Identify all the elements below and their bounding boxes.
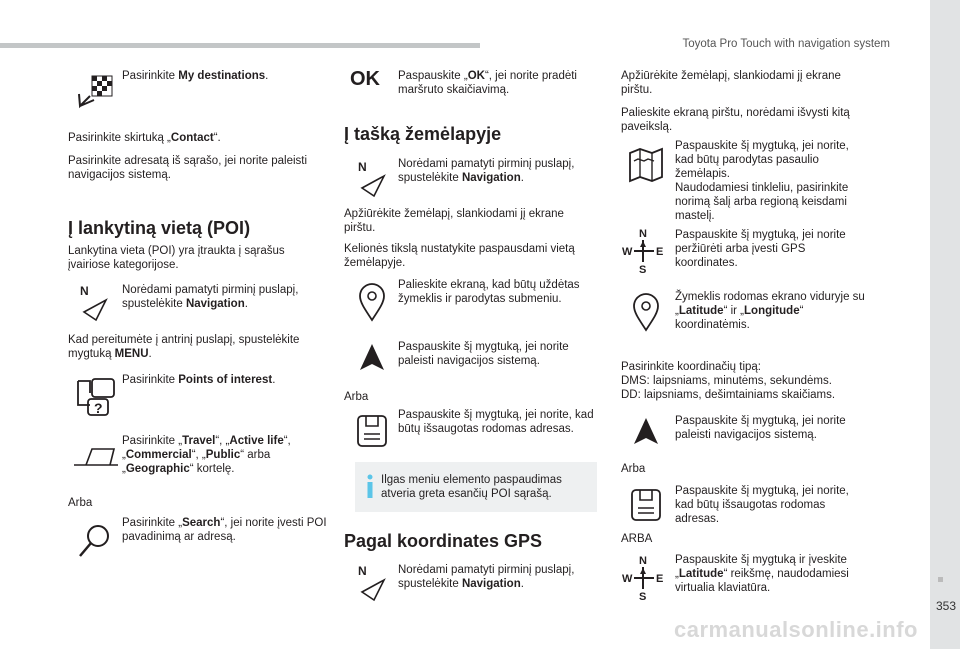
- step-navigation: Norėdami pamatyti pirminį puslapį, spustelėkite Navigation.: [122, 284, 299, 310]
- navigation-arrow-icon: [350, 562, 394, 602]
- step-start-navigation-2: Paspauskite šį mygtuką, jei norite paleisti navigacijos sistemą.: [675, 415, 846, 441]
- page-number: 353: [935, 599, 956, 613]
- step-select-contact: Pasirinkite adresatą iš sąrašo, jei norite paleisti navigacijos sistemą.: [68, 155, 308, 181]
- step-enter-latitude: Paspauskite šį mygtuką ir įveskite „Latitude“ reikšmę, naudodamiesi virtualia klaviatūra.: [675, 554, 849, 594]
- coordinate-type-line: Pasirinkite koordinačių tipą:: [621, 361, 761, 373]
- compass-n: N: [639, 555, 647, 567]
- map-pin-icon: [350, 282, 394, 322]
- compass-gps-icon: [622, 552, 666, 602]
- search-icon: [74, 520, 118, 560]
- map-scroll-text: Apžiūrėkite žemėlapį, slankiodami jį ekrane pirštu.: [344, 208, 564, 234]
- step-gps-coordinates: Paspauskite šį mygtuką, jei norite peržiūrėti arba įvesti GPS koordinates.: [675, 229, 846, 269]
- info-icon: [365, 474, 375, 498]
- compass-e: E: [656, 246, 664, 258]
- step-points-of-interest: Pasirinkite Points of interest.: [122, 374, 276, 386]
- marker-latlong-text: Žymeklis rodomas ekrano viduryje su „Latitude“ ir „Longitude“ koordinatėmis.: [675, 291, 865, 331]
- map-destination-text: Kelionės tikslą nustatykite paspausdami vietą žemėlapyje.: [344, 243, 575, 269]
- alt-or-label: Arba: [344, 391, 369, 403]
- heading-gps: Pagal koordinates GPS: [344, 531, 543, 551]
- svg-text:?: ?: [94, 400, 103, 416]
- step-navigation-map: Norėdami pamatyti pirminį puslapį, spustelėkite Navigation.: [398, 158, 575, 184]
- map-scroll-text-2: Apžiūrėkite žemėlapį, slankiodami jį ekrane pirštu.: [621, 70, 841, 96]
- save-address-icon: [350, 412, 394, 452]
- save-address-icon: [624, 486, 668, 526]
- compass-n: N: [639, 228, 647, 240]
- compass-e: E: [656, 573, 664, 585]
- navigation-arrow-icon: [350, 158, 394, 198]
- step-save-address: Paspauskite šį mygtuką, jei norite, kad būtų išsaugotas rodomas adresas.: [398, 409, 594, 435]
- step-start-navigation: Paspauskite šį mygtuką, jei norite paleisti navigacijos sistemą.: [398, 341, 569, 367]
- step-place-marker: Palieskite ekraną, kad būtų uždėtas žymeklis ir parodytas submeniu.: [398, 279, 580, 305]
- heading-poi: Į lankytiną vietą (POI): [68, 218, 251, 238]
- map-swipe-text: Palieskite ekraną pirštu, norėdami išvysti kitą paveikslą.: [621, 107, 850, 133]
- step-search: Pasirinkite „Search“, jei norite įvesti POI pavadinimą ar adresą.: [122, 517, 327, 543]
- compass-w: W: [622, 573, 633, 585]
- step-save-address-2: Paspauskite šį mygtuką, jei norite, kad būtų išsaugotas rodomas adresas.: [675, 485, 849, 525]
- compass-s: S: [639, 591, 647, 602]
- page-continue-marker: [938, 577, 943, 582]
- world-map-icon: [624, 145, 668, 185]
- map-pin-icon: [624, 292, 668, 332]
- poi-intro: Lankytina vieta (POI) yra įtraukta į sąrašus įvairiose kategorijose.: [68, 245, 285, 271]
- info-note-text: Ilgas meniu elemento paspaudimas atveria greta esančių POI sąrašą.: [381, 474, 562, 500]
- poi-menu-icon: [74, 373, 118, 417]
- watermark: carmanualsonline.info: [674, 617, 918, 642]
- ok-icon: OK: [350, 68, 380, 90]
- compass-w: W: [622, 246, 633, 258]
- coordinate-type-text: [621, 360, 871, 402]
- svg-text:N: N: [358, 160, 367, 174]
- svg-text:N: N: [358, 564, 367, 578]
- navigation-arrow-icon: [72, 282, 116, 322]
- start-navigation-icon: [350, 338, 394, 378]
- category-tab-icon: [72, 445, 120, 467]
- compass-s: S: [639, 264, 647, 275]
- alt-or-label-caps: ARBA: [621, 533, 653, 545]
- heading-map-point: Į tašką žemėlapyje: [344, 124, 502, 144]
- alt-or-label: Arba: [621, 463, 646, 475]
- step-ok: Paspauskite „OK“, jei norite pradėti maršruto skaičiavimą.: [398, 70, 577, 96]
- step-contact-tab: Pasirinkite skirtuką „Contact“.: [68, 132, 221, 144]
- step-category: Pasirinkite „Travel“, „Active life“, „Commercial“, „Public“ arba „Geographic“ kortelę.: [122, 435, 291, 475]
- header-rule: [0, 43, 480, 48]
- step-menu: Kad pereitumėte į antrinį puslapį, spustelėkite mygtuką MENU.: [68, 334, 300, 360]
- compass-gps-icon: [622, 225, 666, 275]
- checkered-flag-icon: [74, 70, 118, 110]
- start-navigation-icon: [624, 412, 668, 452]
- step-navigation-gps: Norėdami pamatyti pirminį puslapį, spustelėkite Navigation.: [398, 564, 575, 590]
- step-my-destinations: Pasirinkite My destinations.: [122, 70, 269, 82]
- step-world-map-zoom: Naudodamiesi tinkleliu, pasirinkite norimą šalį arba regioną keisdami mastelį.: [675, 182, 849, 222]
- page-side-strip: [930, 0, 960, 649]
- coordinate-type-dd: DD: laipsniams, dešimtainiams skaičiams.: [621, 389, 836, 401]
- coordinate-type-dms: DMS: laipsniams, minutėms, sekundėms.: [621, 375, 832, 387]
- page-header-title: Toyota Pro Touch with navigation system: [682, 38, 890, 50]
- alt-or-label: Arba: [68, 497, 93, 509]
- svg-text:N: N: [80, 284, 89, 298]
- step-world-map: Paspauskite šį mygtuką, jei norite, kad būtų parodytas pasaulio žemėlapis.: [675, 140, 849, 180]
